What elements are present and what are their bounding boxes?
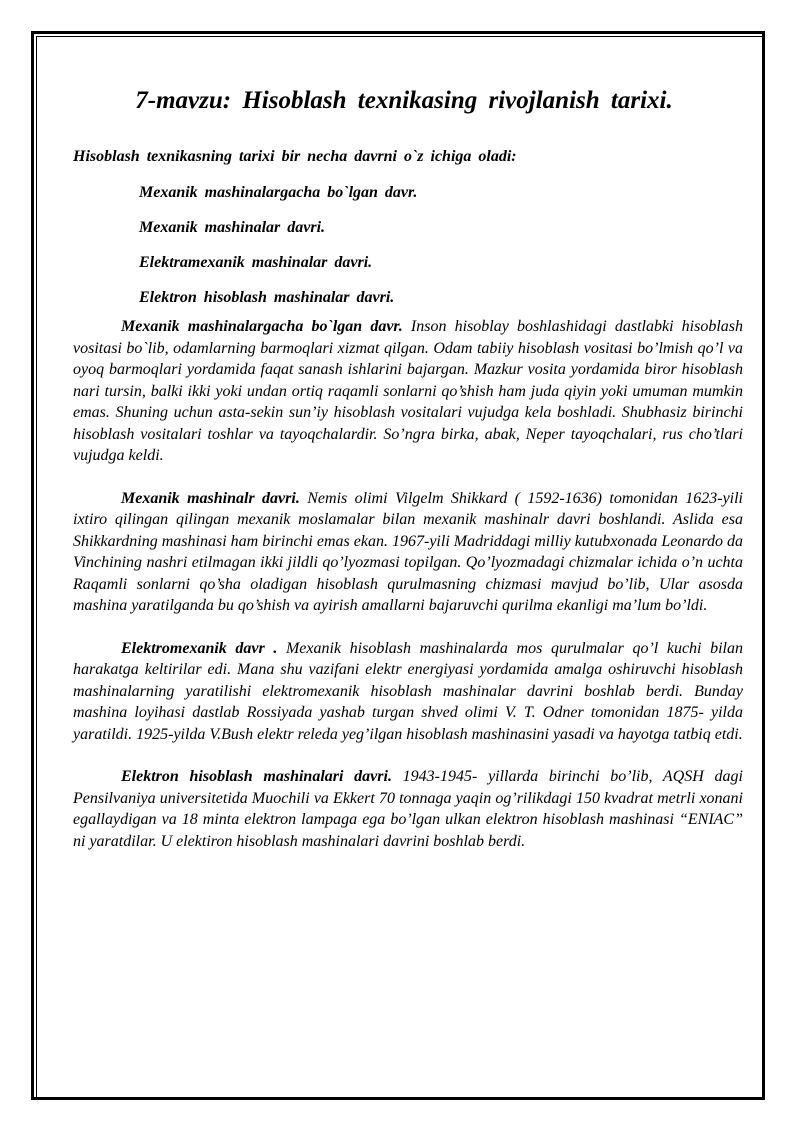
section-heading: Elektron hisoblash mashinalari davri. xyxy=(121,768,392,785)
section-text: Inson hisoblay boshlashidagi dastlabki hisoblash vositasi bo`lib, odamlarning barmoqlari xizmat qilgan. Odam tabiiy hisoblash vositasi bo’lmish qo’l va oyoq barmoqlari yordamida faqat sanash ishlarini bajargan. Mazkur vosita yordamida biror hisoblash nari tursin, balki ikki yoki undan ortiq raqamli sonlarni qo’shish ham juda qiyin yoki umuman mumkin emas. Shuning uchun asta-sekin sun’iy hisoblash vositalari vujudga kela boshladi. Shubhasiz birinchi hisoblash vositalari toshlar va tayoqchalardir. So’ngra birka, abak, Neper tayoqchalari, rus cho’tlari vujudga keldi. xyxy=(73,318,744,464)
section-paragraph xyxy=(73,488,743,617)
period-item: Mexanik mashinalargacha bo`lgan davr. xyxy=(139,184,418,201)
period-item: Elektramexanik mashinalar davri. xyxy=(139,254,373,271)
section-text: Mexanik hisoblash mashinalarda mos qurulmalar qo’l kuchi bilan harakatga keltirilar edi. Mana shu vazifani elektr energiyasi yordamida amalga oshiruvchi hisoblash mashinalarning yaratilishi elektromexanik hisoblash mashinalar davrini boshlab berdi. Bunday mashina loyihasi dastlab Rossiyada yashab turgan shved olimi V. T. Odner tomonidan 1875- yilda yaratildi. 1925-yilda V.Bush elektr releda yeg’ilgan hisoblash mashinasini yasadi va hayotga tatbiq etdi. xyxy=(73,639,743,743)
document-body xyxy=(73,84,743,852)
period-item: Mexanik mashinalar davri. xyxy=(139,219,326,236)
section-paragraph xyxy=(73,316,743,467)
section-heading: Mexanik mashinalargacha bo`lgan davr. xyxy=(121,318,403,335)
period-item: Elektron hisoblash mashinalar davri. xyxy=(139,289,395,306)
section-text: Nemis olimi Vilgelm Shikkard ( 1592-1636) tomonidan 1623-yili ixtiro qilingan qilingan mexanik moslamalar bilan mexanik mashinalr davri boshlandi. Aslida esa Shikkardning mashinasi ham birinchi emas ekan. 1967-yili Madriddagi milliy kutubxonada Leonardo da Vinchining nashri etilmagan ikki jildli qo’lyozmasi topilgan. Qo’lyozmadagi chizmalar ichida o’n uchta Raqamli sonlarni qo’sha oladigan hisoblash qurulmasning chizmasi mavjud bo’lib, Ular asosda mashina yaratilganda bu qo’shish va ayirish amallarni bajaruvchi qurilma ekanligi ma’lum bo’ldi. xyxy=(73,489,744,614)
section-paragraph xyxy=(73,766,743,852)
document-title: 7-mavzu: Hisoblash texnikasing rivojlanish tarixi. xyxy=(135,87,673,114)
intro-text: Hisoblash texnikasning tarixi bir necha davrni o`z ichiga oladi: xyxy=(73,148,517,165)
section-paragraph xyxy=(73,638,743,746)
period-list xyxy=(139,183,743,308)
section-text: 1943-1945- yillarda birinchi bo’lib, AQSH dagi Pensilvaniya universitetida Muochili va Ekkert 70 tonnaga yaqin og’rilikdagi 150 kvadrat metrli xonani egallaydigan va 18 minta elektron lampaga ega bo’lgan ulkan elektron hisoblash mashinasi “ENIAC” ni yaratdilar. U elektiron hisoblash mashinalari davrini boshlab berdi. xyxy=(73,768,743,850)
section-heading: Mexanik mashinalr davri. xyxy=(121,489,300,507)
section-heading: Elektromexanik davr . xyxy=(121,639,278,657)
